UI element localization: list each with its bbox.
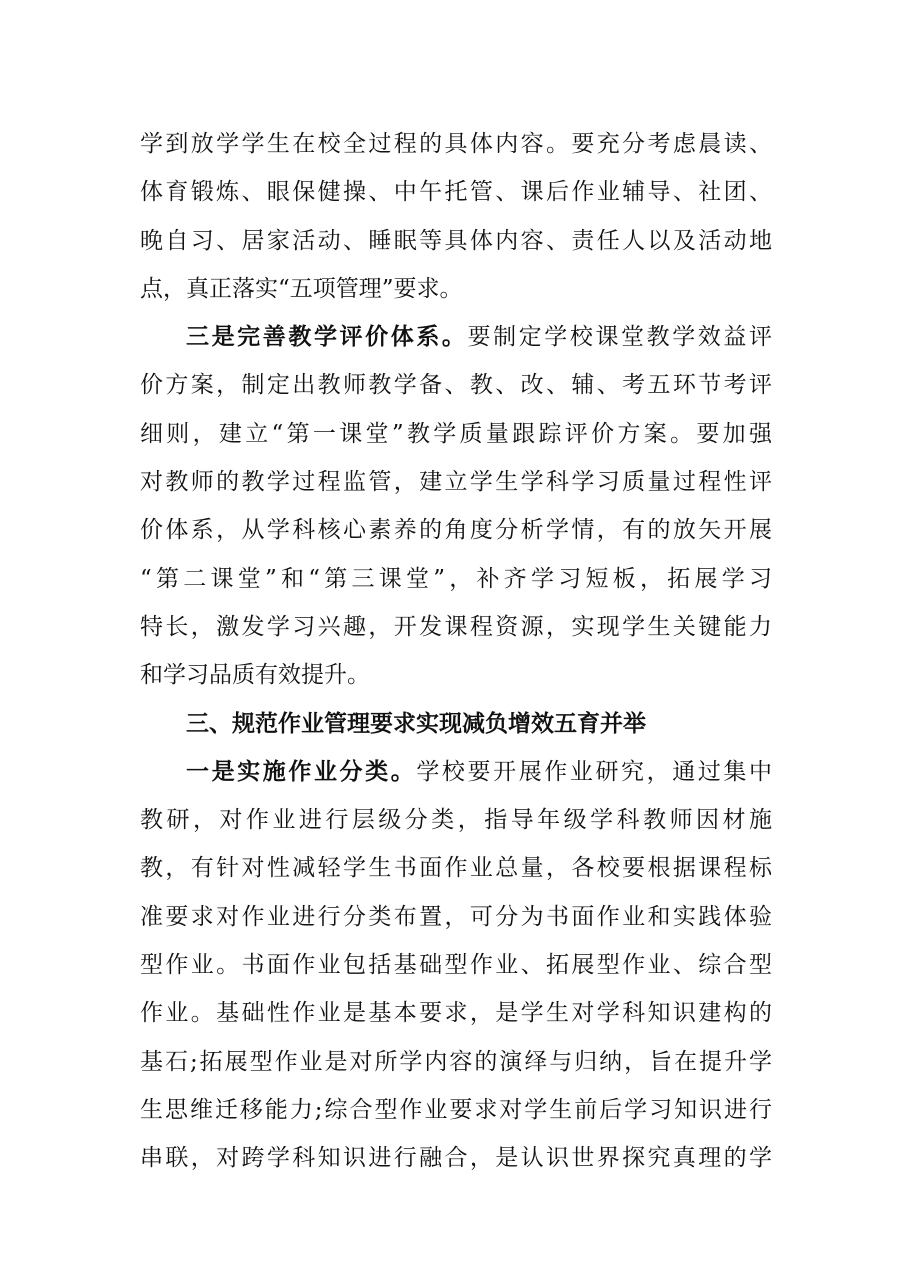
paragraph-first-line-text: 学校要开展作业研究，通过集中 (416, 758, 772, 785)
paragraph-lead-bold: 三是完善教学评价体系。 (186, 323, 468, 351)
text-line: 准要求对作业进行分类布置，可分为书面作业和实践体验 (140, 903, 772, 930)
paragraph-schedule-continuation (140, 120, 772, 313)
text-line: 生思维迁移能力;综合型作业要求对学生前后学习知识进行 (140, 1096, 772, 1123)
paragraph-homework-classification (140, 748, 772, 1183)
paragraph-evaluation-system (140, 313, 772, 699)
paragraph-first-line-text: 要制定学校课堂教学效益评 (467, 324, 772, 351)
paragraph-lead-bold: 一是实施作业分类。 (186, 757, 417, 785)
text-line: 作业。基础性作业是基本要求，是学生对学科知识建构的 (140, 1000, 772, 1027)
paragraph-first-line (140, 748, 772, 796)
text-line: 学到放学学生在校全过程的具体内容。要充分考虑晨读、 (140, 131, 772, 157)
text-line: 价体系，从学科核心素养的角度分析学情，有的放矢开展 (140, 517, 772, 544)
text-line: 基石;拓展型作业是对所学内容的演绎与归纳，旨在提升学 (140, 1048, 772, 1075)
document-body (140, 120, 772, 1183)
text-line: 教研，对作业进行层级分类，指导年级学科教师因材施 (140, 807, 772, 834)
text-line: 和学习品质有效提升。 (140, 662, 370, 689)
text-line: 特长，激发学习兴趣，开发课程资源，实现学生关键能力 (140, 613, 772, 640)
text-line: 体育锻炼、眼保健操、中午托管、课后作业辅导、社团、 (140, 179, 772, 206)
text-line: 教，有针对性减轻学生书面作业总量，各校要根据课程标 (140, 855, 772, 882)
text-line: 价方案，制定出教师教学备、教、改、辅、考五环节考评 (140, 372, 772, 399)
text-line: 对教师的教学过程监管，建立学生学科学习质量过程性评 (140, 469, 772, 496)
text-line: 型作业。书面作业包括基础型作业、拓展型作业、综合型 (140, 952, 772, 979)
section-heading-text: 三、规范作业管理要求实现减负增效五育并举 (186, 709, 646, 737)
text-line: 细则，建立“第一课堂”教学质量跟踪评价方案。要加强 (140, 420, 772, 447)
text-line: 点，真正落实“五项管理”要求。 (140, 275, 463, 302)
text-line: 串联，对跨学科知识进行融合，是认识世界探究真理的学 (140, 1145, 772, 1172)
text-line: 晚自习、居家活动、睡眠等具体内容、责任人以及活动地 (140, 227, 772, 254)
paragraph-first-line (140, 313, 772, 361)
text-line: “第二课堂”和“第三课堂”，补齐学习短板，拓展学习 (140, 565, 772, 592)
section-heading-homework (140, 700, 772, 748)
